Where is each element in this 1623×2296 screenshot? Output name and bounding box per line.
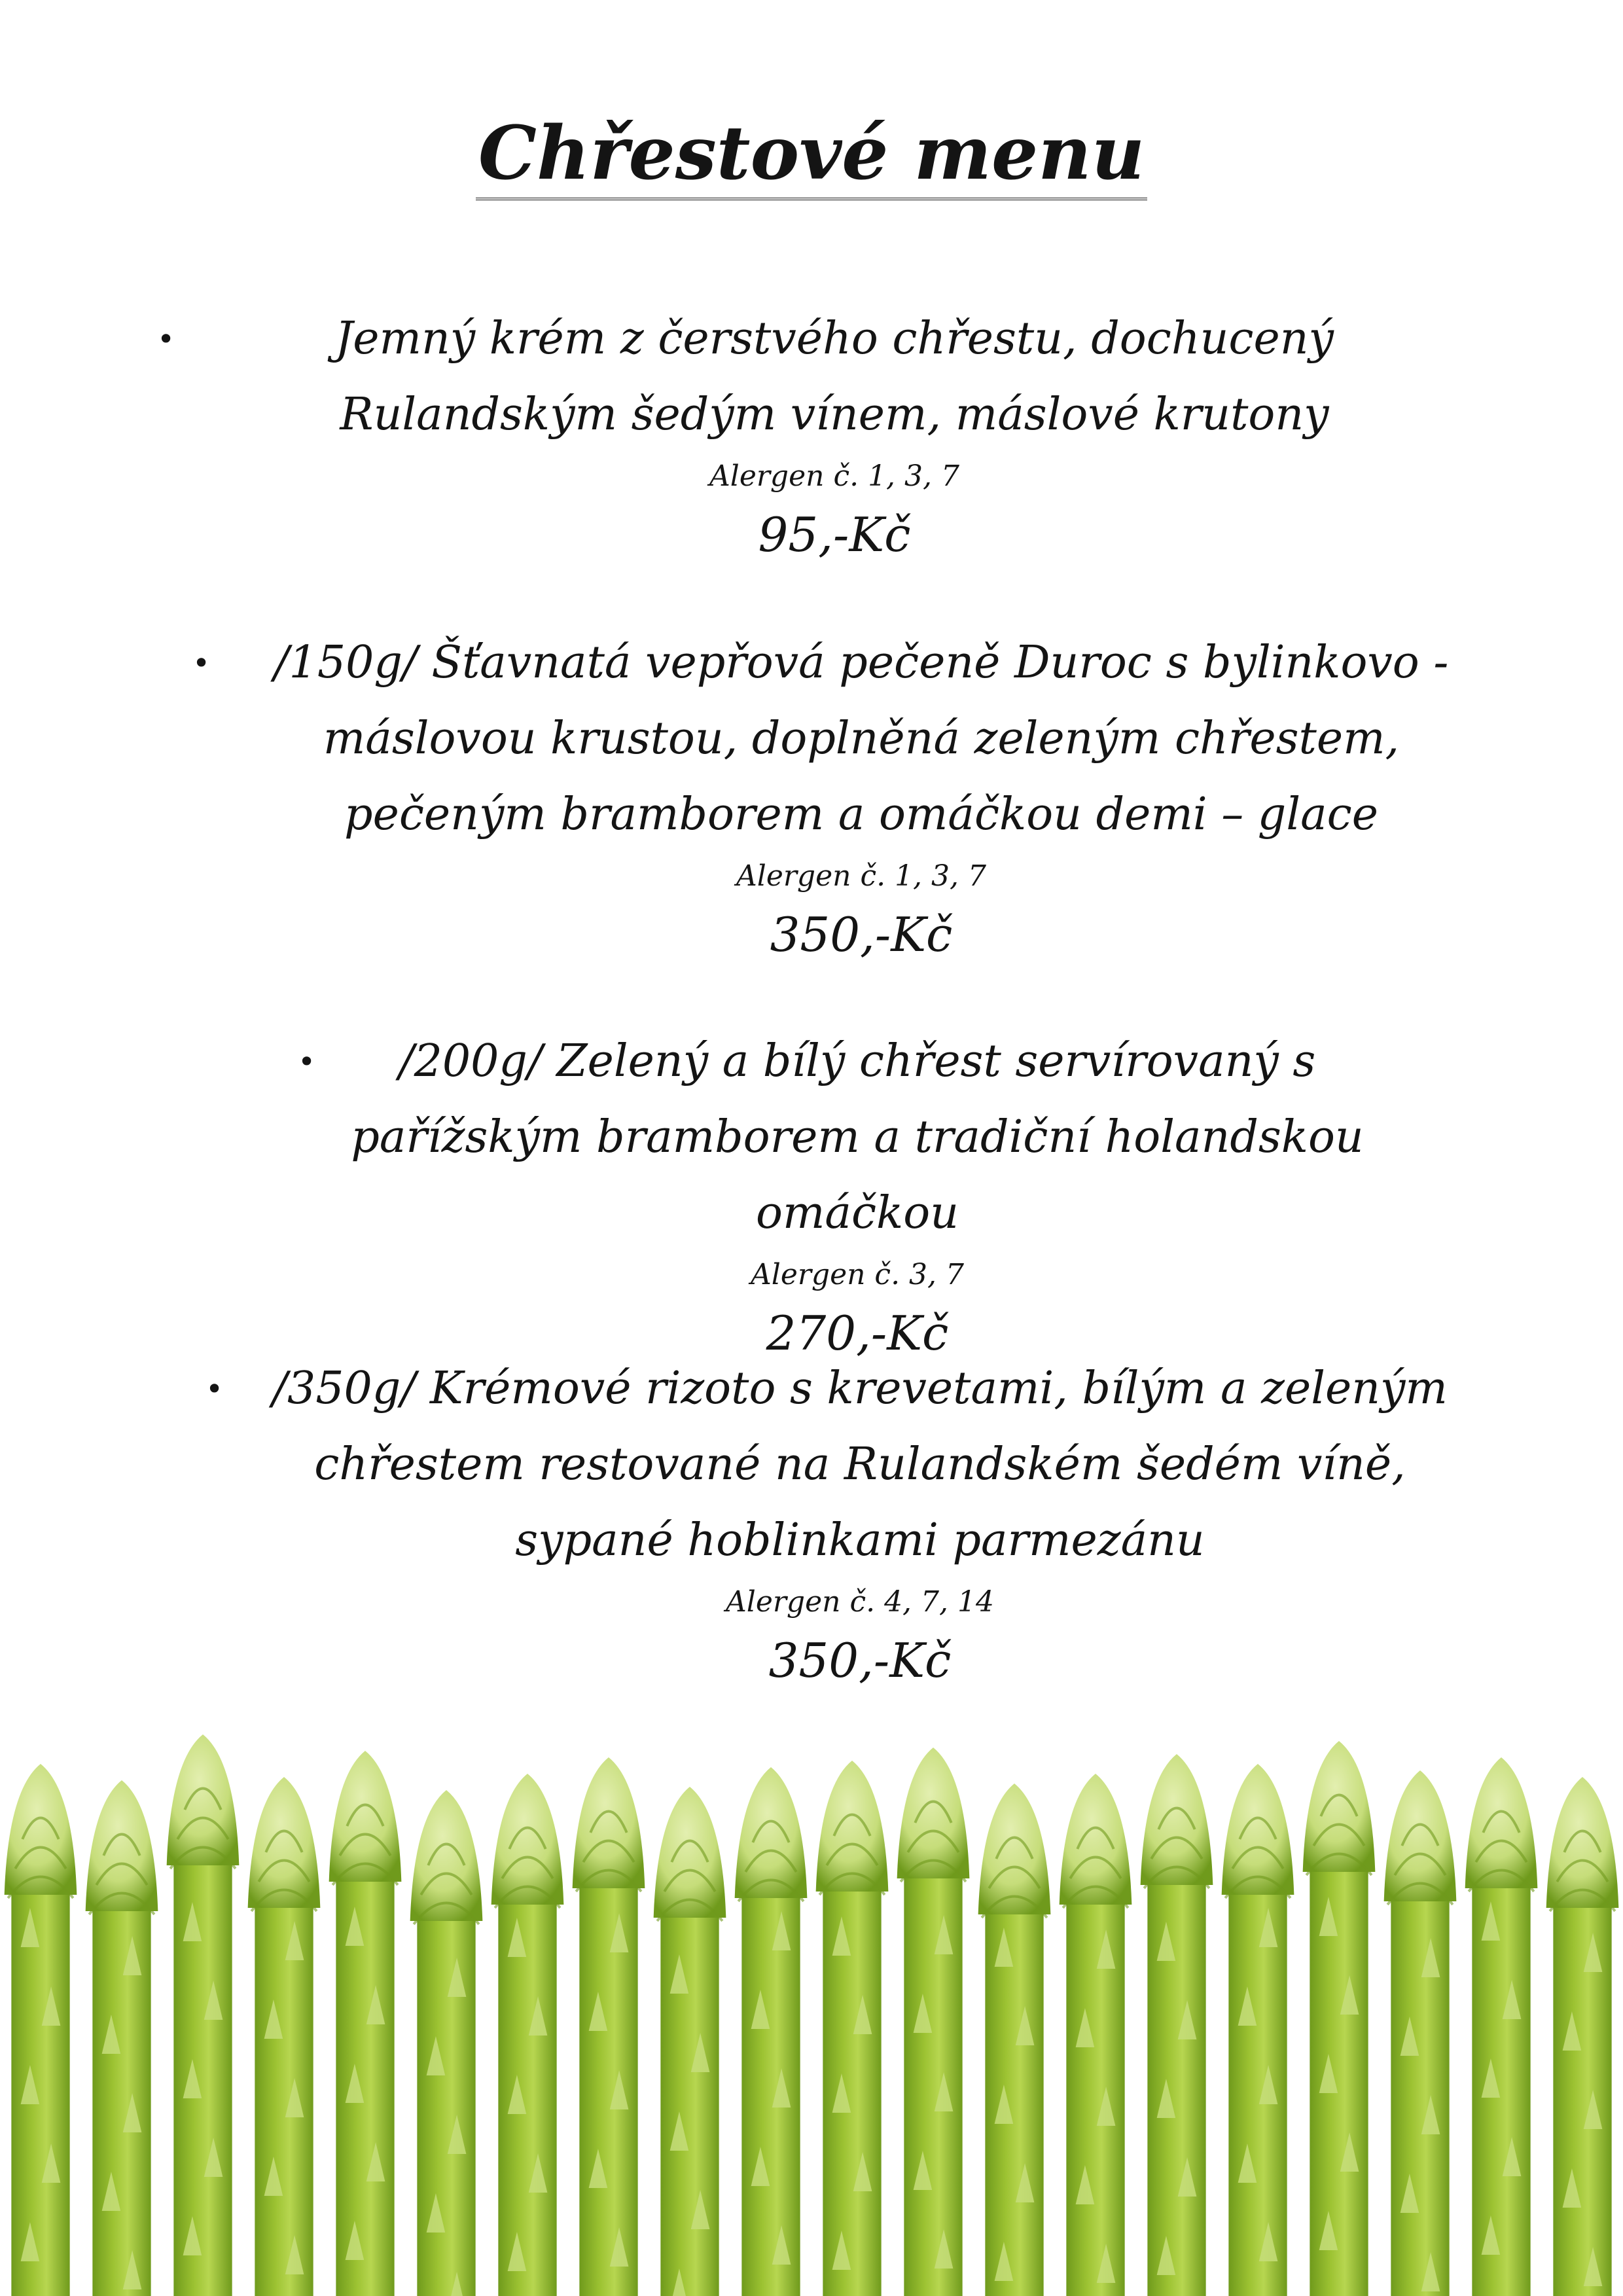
asparagus-spear: [1546, 1777, 1619, 2296]
asparagus-spear: [86, 1780, 158, 2296]
menu-item: [192, 625, 1483, 971]
asparagus-spear: [1465, 1757, 1538, 2296]
allergen-info: Alergen č. 4, 7, 14: [726, 1585, 994, 1619]
asparagus-row-image: [0, 1728, 1623, 2296]
asparagus-spear: [410, 1790, 483, 2296]
asparagus-spear: [1060, 1774, 1132, 2296]
bullet-icon: •: [157, 321, 175, 357]
allergen-info: Alergen č. 1, 3, 7: [709, 459, 959, 493]
bullet-icon: •: [192, 645, 211, 681]
bullet-icon: •: [298, 1044, 316, 1079]
menu-item: [298, 1024, 1368, 1369]
menu-item-description: • /350g/ Krémové rizoto s krevetami, bílým a zeleným chřestem restované na Rulandském šedém víně, sypané hoblinkami parmezánu: [251, 1351, 1469, 1579]
menu-title: [0, 108, 1623, 200]
asparagus-spear: [491, 1774, 564, 2296]
asparagus-spear: [1222, 1764, 1294, 2296]
asparagus-spear: [248, 1777, 321, 2296]
asparagus-spear: [735, 1767, 808, 2296]
asparagus-spear: [329, 1751, 402, 2296]
menu-title-text: Chřestové menu: [476, 111, 1147, 200]
asparagus-spear: [978, 1784, 1051, 2296]
menu-item: [205, 1351, 1469, 1696]
price: 350,-Kč: [770, 907, 953, 962]
asparagus-spear: [5, 1764, 77, 2296]
asparagus-spear: [654, 1787, 726, 2296]
allergen-info: Alergen č. 1, 3, 7: [736, 859, 986, 893]
asparagus-spear: [816, 1761, 889, 2296]
asparagus-spear: [1141, 1754, 1213, 2296]
allergen-info: Alergen č. 3, 7: [750, 1258, 965, 1291]
menu-item: [157, 301, 1466, 571]
price: 270,-Kč: [766, 1306, 949, 1361]
menu-item-description: • /200g/ Zelený a bílý chřest servírovaný s pařížským bramborem a tradiční holandskou omáčkou: [347, 1024, 1368, 1251]
asparagus-spear: [167, 1734, 240, 2296]
asparagus-spear: [1303, 1741, 1376, 2296]
asparagus-spear: [897, 1748, 970, 2296]
menu-item-description: • /150g/ Šťavnatá vepřová pečeně Duroc s bylinkovo - máslovou krustou, doplněná zeleným chřestem, pečeným bramborem a omáčkou demi – glace: [240, 625, 1483, 853]
price: 95,-Kč: [758, 507, 911, 562]
asparagus-spear: [573, 1757, 645, 2296]
price: 350,-Kč: [768, 1633, 952, 1688]
bullet-icon: •: [205, 1371, 224, 1407]
menu-item-description: • Jemný krém z čerstvého chřestu, dochucený Rulandským šedým vínem, máslové krutony: [203, 301, 1466, 453]
asparagus-photo: [0, 1728, 1623, 2296]
asparagus-spear: [1384, 1770, 1457, 2296]
